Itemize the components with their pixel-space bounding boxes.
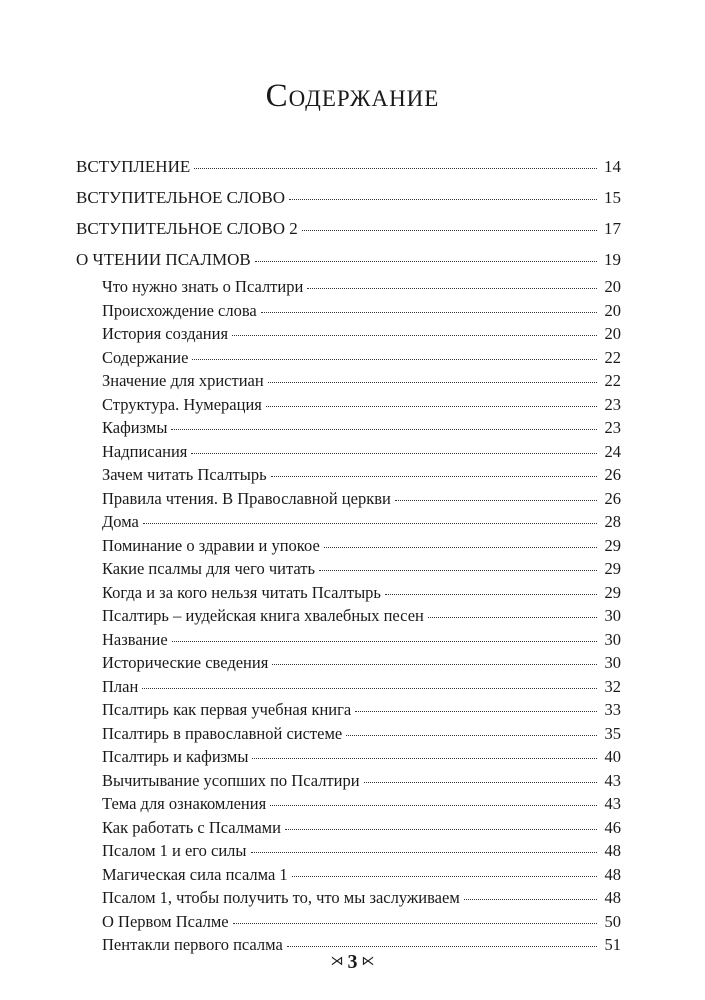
toc-entry-title: Когда и за кого нельзя читать Псалтырь <box>102 582 381 602</box>
toc-entry-page: 46 <box>604 817 621 837</box>
toc-entry <box>76 322 621 346</box>
toc-dot-leader <box>395 499 597 501</box>
toc-entry <box>76 299 621 323</box>
toc-entry-page: 22 <box>604 347 621 367</box>
toc-entry-page: 35 <box>604 723 621 743</box>
toc-dot-leader <box>428 616 597 618</box>
toc-entry-page: 24 <box>604 441 621 461</box>
toc-entry-page: 30 <box>604 629 621 649</box>
toc-entry-page: 26 <box>604 488 621 508</box>
toc-dot-leader <box>307 287 597 289</box>
toc-entry-title: О Первом Псалме <box>102 911 229 931</box>
toc-entry-title: Значение для христиан <box>102 371 264 390</box>
toc-entry-title: Структура. Нумерация <box>102 394 262 414</box>
toc-entry <box>76 604 621 628</box>
toc-entry-page: 20 <box>604 300 621 320</box>
toc-entry-title: План <box>102 676 139 696</box>
toc-dot-leader <box>261 311 597 313</box>
toc-entry <box>76 213 621 244</box>
toc-entry-title: Кафизмы <box>102 418 168 437</box>
toc-entry <box>76 886 621 910</box>
page-title: Содержание <box>265 78 440 114</box>
toc-entry-page: 20 <box>604 324 621 343</box>
toc-entry <box>76 487 621 511</box>
toc-entry-page: 48 <box>604 888 621 907</box>
toc-dot-leader <box>302 229 597 231</box>
toc-dot-leader <box>324 546 597 548</box>
toc-dot-leader <box>346 734 597 736</box>
toc-entry <box>76 393 621 417</box>
toc-dot-leader <box>233 922 597 924</box>
toc-entry-page: 23 <box>604 394 621 414</box>
toc-dot-leader <box>272 663 597 665</box>
toc-entry-page: 22 <box>604 371 621 390</box>
toc-dot-leader <box>287 945 597 947</box>
toc-entry-title: История создания <box>102 324 229 343</box>
toc-entry <box>76 557 621 581</box>
toc-entry <box>76 675 621 699</box>
toc-entry-page: 26 <box>604 465 621 484</box>
toc-entry-page: 15 <box>604 188 621 207</box>
toc-entry-title: ВСТУПЛЕНИЕ <box>76 157 191 176</box>
toc-entry <box>76 910 621 934</box>
toc-entry-page: 29 <box>604 535 621 555</box>
toc-entry-title: Надписания <box>102 441 188 461</box>
toc-entry-title: Магическая сила псалма 1 <box>102 864 288 884</box>
toc-entry-title: Какие псалмы для чего читать <box>102 559 315 578</box>
toc-dot-leader <box>251 851 597 853</box>
toc-dot-leader <box>385 593 597 595</box>
toc-entry <box>76 628 621 652</box>
toc-entry <box>76 182 621 213</box>
toc-entry-page: 32 <box>604 676 621 696</box>
toc-dot-leader <box>232 334 597 336</box>
toc-dot-leader <box>355 710 597 712</box>
toc-entry-page: 40 <box>604 747 621 766</box>
toc-entry <box>76 863 621 887</box>
toc-entry <box>76 651 621 675</box>
page-footer <box>0 951 705 974</box>
toc-dot-leader <box>292 875 597 877</box>
toc-entry <box>76 244 621 275</box>
toc-entry-title: О ЧТЕНИИ ПСАЛМОВ <box>76 250 251 269</box>
toc-dot-leader <box>142 687 597 689</box>
toc-entry-title: Как работать с Псалмами <box>102 817 281 837</box>
toc-entry-page: 43 <box>604 794 621 813</box>
toc-entry-page: 33 <box>604 700 621 719</box>
toc-entry-page: 28 <box>604 512 621 531</box>
toc-entry <box>76 534 621 558</box>
toc-entry-title: Содержание <box>102 347 189 367</box>
toc-entry <box>76 839 621 863</box>
toc-entry <box>76 440 621 464</box>
toc-entry-title: ВСТУПИТЕЛЬНОЕ СЛОВО <box>76 188 286 207</box>
toc-entry-page: 23 <box>604 418 621 437</box>
toc-entry-page: 50 <box>604 911 621 931</box>
toc-dot-leader <box>172 640 597 642</box>
toc-entry-title: Псалтирь в православной системе <box>102 723 343 743</box>
toc-entry-page: 48 <box>604 864 621 884</box>
page-number: 3 <box>347 951 358 973</box>
toc-entry-title: Псалтирь и кафизмы <box>102 747 249 766</box>
toc-entry-page: 48 <box>604 841 621 860</box>
toc-dot-leader <box>191 452 597 454</box>
toc-dot-leader <box>252 757 597 759</box>
toc-entry-page: 19 <box>604 250 621 269</box>
toc-entry-title: Название <box>102 629 168 649</box>
toc-dot-leader <box>171 428 597 430</box>
toc-entry <box>76 581 621 605</box>
toc-entry <box>76 816 621 840</box>
toc-dot-leader <box>364 781 597 783</box>
toc-entry <box>76 745 621 769</box>
toc-entry <box>76 722 621 746</box>
toc-entry-title: Исторические сведения <box>102 653 269 672</box>
toc-entry-title: Поминание о здравии и упокое <box>102 535 320 555</box>
toc-dot-leader <box>143 522 597 524</box>
toc-entry <box>76 510 621 534</box>
toc-dot-leader <box>271 475 597 477</box>
toc-entry-page: 30 <box>604 653 621 672</box>
toc-entry-title: ВСТУПИТЕЛЬНОЕ СЛОВО 2 <box>76 219 298 238</box>
toc-entry <box>76 369 621 393</box>
toc-entry <box>76 698 621 722</box>
toc-entry-title: Происхождение слова <box>102 300 257 320</box>
toc-dot-leader <box>255 260 597 262</box>
toc-dot-leader <box>319 569 597 571</box>
toc-dot-leader <box>464 898 597 900</box>
toc-entry-title: Пентакли первого псалма <box>102 935 283 954</box>
toc-entry-title: Правила чтения. В Православной церкви <box>102 488 391 508</box>
toc-entry <box>76 769 621 793</box>
toc-dot-leader <box>194 167 597 169</box>
toc-entry-title: Псалтирь как первая учебная книга <box>102 700 352 719</box>
toc-dot-leader <box>289 198 597 200</box>
toc-entry-page: 14 <box>604 157 621 176</box>
toc-entry-page: 20 <box>604 277 621 296</box>
toc-dot-leader <box>270 804 597 806</box>
toc-entry-title: Тема для ознакомления <box>102 794 267 813</box>
toc-entry-page: 30 <box>604 606 621 625</box>
table-of-contents <box>76 151 621 957</box>
toc-dot-leader <box>285 828 597 830</box>
toc-entry-title: Вычитывание усопших по Псалтири <box>102 770 360 790</box>
toc-entry-title: Псалом 1 и его силы <box>102 841 247 860</box>
toc-entry-title: Что нужно знать о Псалтири <box>102 277 304 296</box>
toc-entry-page: 29 <box>604 582 621 602</box>
toc-entry-page: 29 <box>604 559 621 578</box>
toc-entry-page: 17 <box>604 219 621 238</box>
toc-entry <box>76 151 621 182</box>
toc-entry-title: Псалом 1, чтобы получить то, что мы заслуживаем <box>102 888 460 907</box>
toc-entry-title: Дома <box>102 512 139 531</box>
toc-dot-leader <box>268 381 597 383</box>
toc-entry <box>76 346 621 370</box>
toc-entry <box>76 275 621 299</box>
ornament-right-icon: ⋉ <box>361 953 375 968</box>
ornament-left-icon: ⋊ <box>330 953 344 968</box>
toc-entry-page: 43 <box>604 770 621 790</box>
toc-entry-page: 51 <box>604 935 621 954</box>
toc-dot-leader <box>266 405 597 407</box>
toc-dot-leader <box>192 358 597 360</box>
toc-entry <box>76 463 621 487</box>
toc-entry-title: Псалтирь – иудейская книга хвалебных песен <box>102 606 424 625</box>
toc-entry <box>76 416 621 440</box>
toc-entry-title: Зачем читать Псалтырь <box>102 465 267 484</box>
toc-entry <box>76 792 621 816</box>
